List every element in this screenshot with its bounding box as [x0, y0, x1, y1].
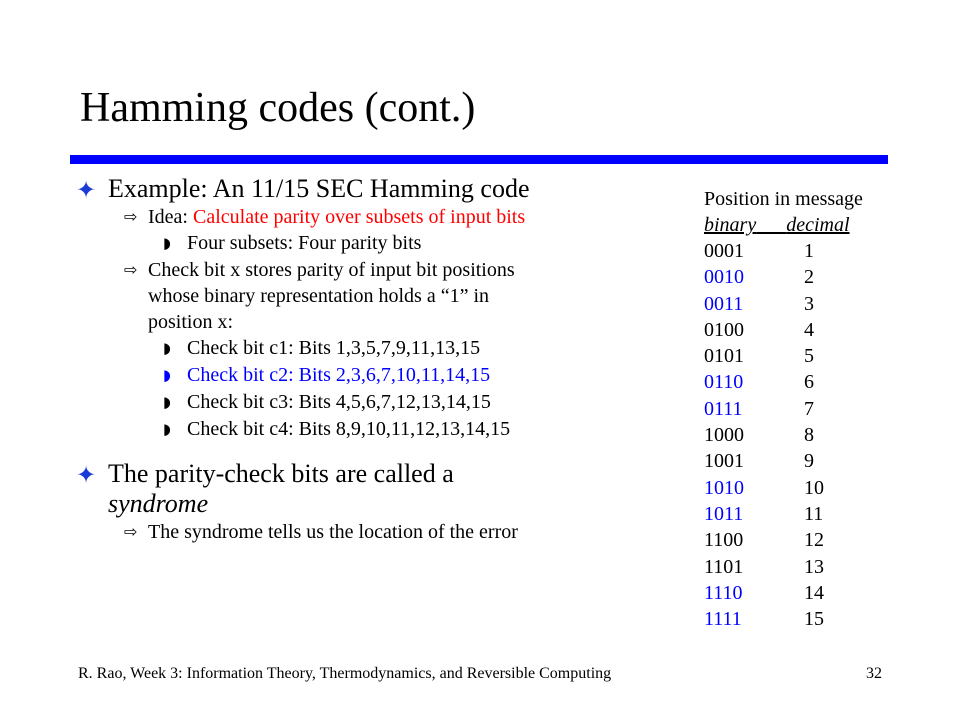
table-row [704, 238, 863, 264]
four-subsets-text: Four subsets: Four parity bits [187, 232, 422, 254]
binary-cell: 1100 [704, 529, 744, 552]
col-decimal: decimal [786, 214, 850, 236]
check-bit-item [76, 416, 676, 443]
decimal-cell: 13 [804, 555, 824, 578]
table-row [704, 527, 863, 553]
check-bit-line3: position x: [148, 311, 234, 333]
binary-cell: 0001 [704, 240, 744, 262]
page-number: 32 [866, 665, 882, 682]
check-bit-item [76, 389, 676, 416]
binary-cell: 0110 [704, 371, 744, 394]
decimal-cell: 9 [804, 450, 814, 473]
bullet-syndrome-sub [76, 519, 676, 545]
table-row [704, 475, 863, 501]
syndrome-sub-text: The syndrome tells us the location of the error [148, 521, 518, 543]
check-bit-line2: whose binary representation holds a “1” in [148, 285, 490, 307]
decimal-cell: 11 [804, 502, 824, 525]
table-row [704, 422, 863, 448]
binary-cell: 1010 [704, 476, 744, 499]
arrow-bullet-icon: ⇨ [124, 260, 138, 279]
check-bit-line1: Check bit x stores parity of input bit positions [148, 259, 515, 281]
check-bit-item [76, 335, 676, 362]
decimal-cell: 7 [804, 397, 814, 420]
arrow-bullet-icon: ⇨ [124, 522, 138, 541]
bullet-syndrome [76, 459, 676, 519]
table-row [704, 317, 863, 343]
bullet-example [76, 174, 676, 204]
check-bit-item [76, 362, 676, 389]
footer-text: R. Rao, Week 3: Information Theory, Thermodynamics, and Reversible Computing [78, 665, 612, 682]
binary-cell: 1000 [704, 424, 744, 447]
decimal-cell: 2 [804, 266, 814, 289]
table-column-headers [704, 212, 863, 238]
diamond-bullet-icon: ◗ [163, 420, 171, 438]
decimal-cell: 4 [804, 318, 814, 341]
table-row [704, 606, 863, 632]
binary-cell: 0100 [704, 318, 744, 341]
star-bullet-icon: ✦ [76, 461, 97, 489]
col-gap [756, 214, 786, 236]
diamond-bullet-icon: ◗ [163, 234, 171, 252]
idea-prefix: Idea: [148, 206, 193, 228]
table-rows [704, 238, 863, 632]
slide-body [76, 172, 676, 545]
binary-cell: 0101 [704, 345, 744, 368]
position-table [704, 186, 863, 632]
check-bit-list [76, 335, 676, 443]
decimal-cell: 5 [804, 345, 814, 368]
table-header: Position in message [704, 188, 863, 210]
decimal-cell: 6 [804, 371, 814, 394]
table-row [704, 291, 863, 317]
arrow-bullet-icon: ⇨ [124, 207, 138, 226]
bullet-idea [76, 204, 676, 230]
table-row [704, 343, 863, 369]
table-row [704, 580, 863, 606]
check-bit-text: Check bit c2: Bits 2,3,6,7,10,11,14,15 [187, 364, 491, 386]
decimal-cell: 15 [804, 608, 824, 631]
title-divider [70, 155, 888, 164]
binary-cell: 1110 [704, 581, 743, 604]
table-row [704, 554, 863, 580]
binary-cell: 1101 [704, 555, 744, 578]
binary-cell: 0011 [704, 292, 744, 315]
table-row [704, 396, 863, 422]
example-heading: Example: An 11/15 SEC Hamming code [108, 174, 530, 203]
slide-title: Hamming codes (cont.) [80, 85, 476, 131]
syndrome-term: syndrome [108, 489, 209, 518]
decimal-cell: 8 [804, 424, 814, 447]
diamond-bullet-icon: ◗ [163, 339, 171, 357]
binary-cell: 1011 [704, 502, 744, 525]
diamond-bullet-icon: ◗ [163, 393, 171, 411]
check-bit-text: Check bit c4: Bits 8,9,10,11,12,13,14,15 [187, 418, 511, 440]
diamond-bullet-icon: ◗ [163, 366, 171, 384]
table-row [704, 501, 863, 527]
binary-cell: 1111 [704, 608, 742, 631]
bullet-check-bit [76, 257, 676, 335]
decimal-cell: 14 [804, 581, 824, 604]
check-bit-text: Check bit c1: Bits 1,3,5,7,9,11,13,15 [187, 337, 481, 359]
table-row [704, 448, 863, 474]
binary-cell: 0010 [704, 266, 744, 289]
bullet-four-subsets [76, 230, 676, 257]
syndrome-line1: The parity-check bits are called a [108, 459, 454, 488]
col-binary: binary [704, 214, 757, 236]
decimal-cell: 3 [804, 292, 814, 315]
binary-cell: 1001 [704, 450, 744, 473]
decimal-cell: 10 [804, 476, 824, 499]
star-bullet-icon: ✦ [76, 176, 97, 204]
decimal-cell: 12 [804, 529, 824, 552]
binary-cell: 0111 [704, 397, 743, 420]
table-row [704, 264, 863, 290]
check-bit-text: Check bit c3: Bits 4,5,6,7,12,13,14,15 [187, 391, 491, 413]
idea-highlight: Calculate parity over subsets of input bits [192, 206, 526, 228]
table-row [704, 369, 863, 395]
decimal-cell: 1 [804, 240, 814, 262]
